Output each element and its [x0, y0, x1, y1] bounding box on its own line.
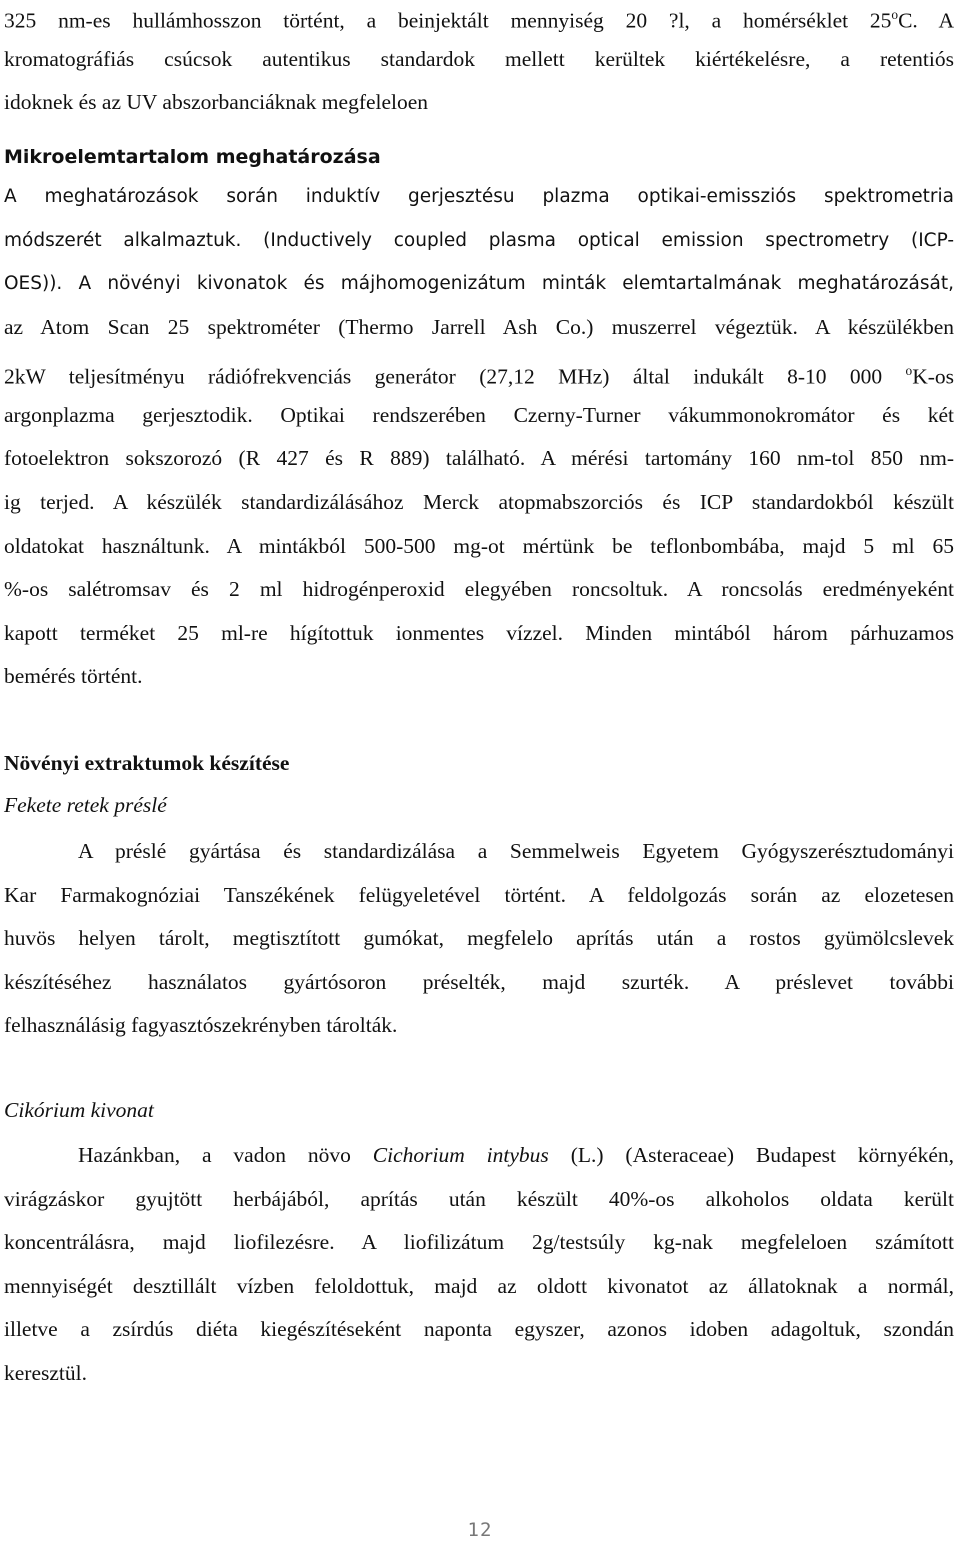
chicory-text-line: Hazánkban, a vadon növo Cichorium intybus (L.) (Asteraceae) Budapest környékén,	[78, 1143, 954, 1167]
mineral-text-line: %-os salétromsav és 2 ml hidrogénperoxid elegyében roncsoltuk. A roncsolás eredményeként	[4, 577, 954, 601]
section-heading-mineral: Mikroelemtartalom meghatározása	[4, 146, 381, 168]
chicory-text-line: illetve a zsírdús diéta kiegészítéseként naponta egyszer, azonos idoben adagoltuk, szondán	[4, 1317, 954, 1341]
mineral-text-line: módszerét alkalmaztuk. (Inductively coupled plasma optical emission spectrometry (ICP-	[4, 230, 954, 251]
section-heading-extracts: Növényi extraktumok készítése	[4, 751, 290, 775]
species-name: Cichorium intybus	[372, 1143, 549, 1167]
mineral-text-line: fotoelektron sokszorozó (R 427 és R 889) található. A mérési tartomány 160 nm-tol 850 nm-	[4, 446, 954, 470]
mineral-text-line: az Atom Scan 25 spektrométer (Thermo Jarrell Ash Co.) muszerrel végeztük. A készülékben	[4, 315, 954, 339]
extracts-text-line: Kar Farmakognóziai Tanszékének felügyeletével történt. A feldolgozás során az elozetesen	[4, 883, 954, 907]
extracts-text-line: A préslé gyártása és standardizálása a Semmelweis Egyetem Gyógyszerésztudományi	[78, 839, 954, 863]
mineral-text-line: ig terjed. A készülék standardizálásához Merck atopmabszorciós és ICP standardokból készült	[4, 490, 954, 514]
extracts-text-line: huvös helyen tárolt, megtisztított gumókat, megfelelo aprítás után a rostos gyümölcslevek	[4, 926, 954, 950]
mineral-text-line: oldatokat használtunk. A mintákból 500-500 mg-ot mértünk be teflonbombába, majd 5 ml 65	[4, 534, 954, 558]
mineral-text-line: OES)). A növényi kivonatok és májhomogenizátum minták elemtartalmának meghatározását,	[4, 273, 954, 294]
mineral-text-line: bemérés történt.	[4, 664, 143, 688]
mineral-text-line: kapott terméket 25 ml-re hígítottuk ionmentes vízzel. Minden mintából három párhuzamos	[4, 621, 954, 645]
method-text-line: 325 nm-es hullámhosszon történt, a beinjektált mennyiség 20 ?l, a homérséklet 25$^o$C. A	[4, 7, 954, 33]
mineral-text-line: argonplazma gerjesztodik. Optikai rendszerében Czerny-Turner vákummonokromátor és két	[4, 403, 954, 427]
page-number: 12	[467, 1519, 493, 1541]
method-text-line: kromatográfiás csúcsok autentikus standardok mellett kerültek kiértékelésre, a retentiós	[4, 47, 954, 71]
extracts-text-line: felhasználásig fagyasztószekrényben tárolták.	[4, 1013, 398, 1037]
extracts-text-line: készítéséhez használatos gyártósoron préselték, majd szurték. A préslevet további	[4, 970, 954, 994]
subheading-radish-juice: Fekete retek préslé	[4, 793, 167, 817]
chicory-text-line: keresztül.	[4, 1361, 87, 1385]
method-text-line: idoknek és az UV abszorbanciáknak megfeleloen	[4, 90, 429, 114]
chicory-text-line: virágzáskor gyujtött herbájából, aprítás után készült 40%-os alkoholos oldata került	[4, 1187, 954, 1211]
mineral-text-line: A meghatározások során induktív gerjesztésu plazma optikai-emissziós spektrometria	[4, 186, 954, 207]
subheading-chicory-extract: Cikórium kivonat	[4, 1098, 154, 1122]
chicory-text-line: mennyiségét desztillált vízben feloldottuk, majd az oldott kivonatot az állatoknak a normál,	[4, 1274, 954, 1298]
mineral-text-line: 2kW teljesítményu rádiófrekvenciás generátor (27,12 MHz) által indukált 8-10 000 $^o$K-os	[4, 363, 954, 389]
chicory-text-line: koncentrálásra, majd liofilezésre. A liofilizátum 2g/testsúly kg-nak megfeleloen számított	[4, 1230, 954, 1254]
